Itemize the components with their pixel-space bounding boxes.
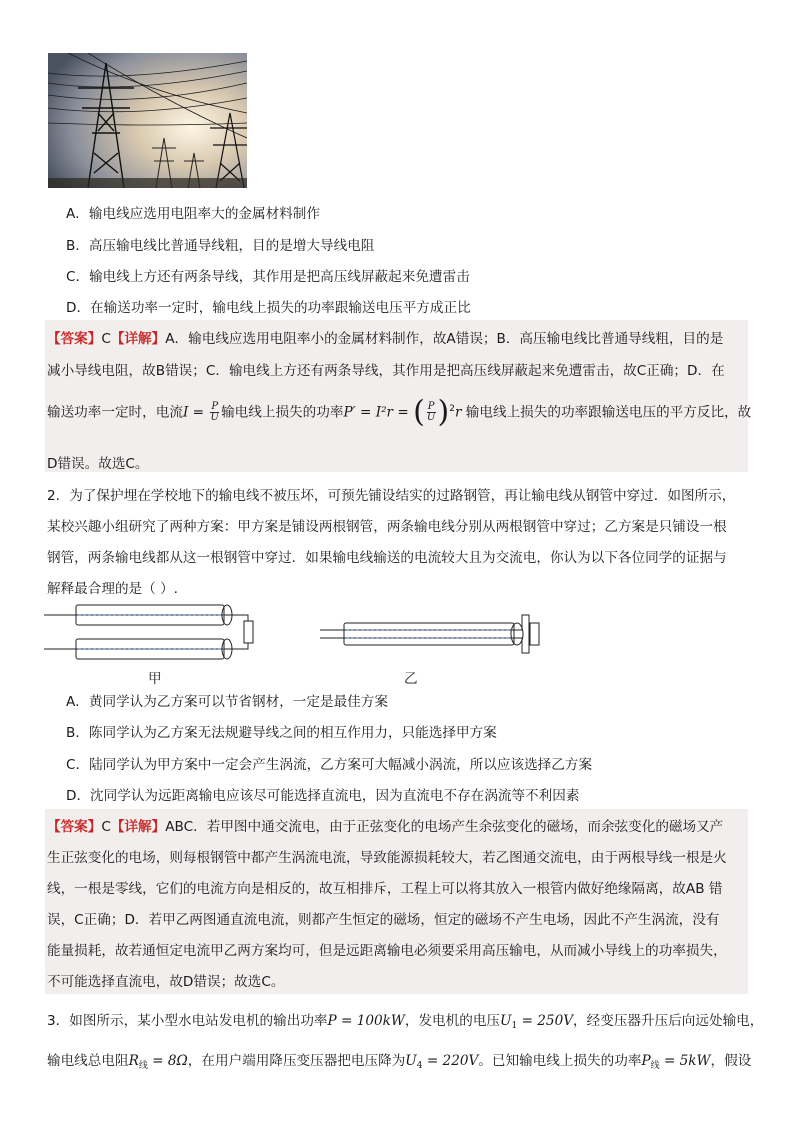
q1-answer-line-4: D错误。故选C。 bbox=[47, 456, 149, 472]
fraction-p-over-u: $\frac{P}{U}$ bbox=[210, 401, 219, 424]
answer-label: 【答案】 bbox=[47, 331, 102, 347]
figure-label-jia: 甲 bbox=[148, 671, 162, 687]
q2-stem-line-3: 钢管，两条输电线都从这一根钢管中穿过．如果输电线输送的电流较大且为交流电，你认为以下各位同学的证据与 bbox=[47, 550, 727, 566]
q1-option-c: C．输电线上方还有两条导线，其作用是把高压线屏蔽起来免遭雷击 bbox=[66, 269, 470, 285]
q2-answer-line-3: 线，一根是零线，它们的电流方向是相反的，故互相排斥，工程上可以将其放入一根管内做好绝缘隔离，故AB 错 bbox=[47, 881, 723, 897]
q1-answer-line-1: 【答案】C【详解】A．输电线应选用电阻率小的金属材料制作，故A错误；B．高压输电线比普通导线粗，目的是 bbox=[47, 331, 724, 347]
q2-answer-block bbox=[45, 809, 748, 994]
q1-option-d: D．在输送功率一定时，输电线上损失的功率跟输送电压平方成正比 bbox=[66, 300, 471, 316]
q2-option-b: B．陈同学认为乙方案无法规避导线之间的相互作用力，只能选择甲方案 bbox=[66, 725, 497, 741]
q1-option-a: A．输电线应选用电阻率大的金属材料制作 bbox=[66, 206, 320, 222]
answer-choice: C bbox=[101, 819, 111, 835]
q2-pipe-figure bbox=[44, 601, 544, 683]
detail-label: 【详解】 bbox=[110, 819, 166, 835]
power-lines-photo bbox=[48, 53, 247, 188]
detail-label: 【详解】 bbox=[110, 331, 166, 347]
q3-line-1: 3．如图所示，某小型水电站发电机的输出功率P = 100kW，发电机的电压$U_1 = 250V$，经变压器升压后向远处输电， bbox=[47, 1013, 764, 1031]
answer-label: 【答案】 bbox=[47, 819, 102, 835]
q2-stem-line-1: 2．为了保护埋在学校地下的输电线不被压坏，可预先铺设结实的过路钢管，再让输电线从钢管中穿过．如图所示， bbox=[47, 488, 736, 504]
q2-stem-line-4: 解释最合理的是（ ）. bbox=[47, 581, 178, 597]
q2-answer-line-6: 不可能选择直流电，故D错误；故选C。 bbox=[47, 974, 285, 990]
figure-label-yi: 乙 bbox=[404, 671, 418, 687]
q3-line-2: 输电线总电阻$R_线 = 8\Omega$，在用户端用降压变压器把电压降为$U_4 = 220V$。已知输电线上损失的功率$P_线 = 5kW$，假设 bbox=[47, 1053, 752, 1071]
answer-choice: C bbox=[101, 331, 111, 347]
q2-answer-line-5: 能量损耗，故若通恒定电流甲乙两方案均可，但是远距离输电必须要采用高压输电，从而减小导线上的功率损失， bbox=[47, 943, 727, 959]
q1-answer-line-2: 减小导线电阻，故B错误；C．输电线上方还有两条导线，其作用是把高压线屏蔽起来免遭雷击，故C正确；D．在 bbox=[47, 363, 725, 379]
q2-option-c: C．陆同学认为甲方案中一定会产生涡流，乙方案可大幅减小涡流，所以应该选择乙方案 bbox=[66, 757, 593, 773]
q2-option-a: A．黄同学认为乙方案可以节省钢材，一定是最佳方案 bbox=[66, 694, 388, 710]
q1-option-b: B．高压输电线比普通导线粗，目的是增大导线电阻 bbox=[66, 238, 375, 254]
q2-stem-line-2: 某校兴趣小组研究了两种方案：甲方案是铺设两根钢管，两条输电线分别从两根钢管中穿过；乙方案是只铺设一根 bbox=[47, 519, 727, 535]
q2-answer-line-2: 生正弦变化的电场，则每根钢管中都产生涡流电流，导致能源损耗较大，若乙图通交流电，由于两根导线一根是火 bbox=[47, 850, 727, 866]
q2-option-d: D．沈同学认为远距离输电应该尽可能选择直流电，因为直流电不存在涡流等不利因素 bbox=[66, 788, 580, 804]
q2-answer-line-4: 误，C正确；D．若甲乙两图通直流电流，则都产生恒定的磁场，恒定的磁场不产生电场，因此不产生涡流，没有 bbox=[47, 912, 720, 928]
q1-answer-line-3: 输送功率一定时，电流I = $\frac{P}{U}$ 输电线上损失的功率P′ = I²r = ( $\frac{P}{U}$ )$^2$r 输电线上损失的功率跟输送电压的平方反比，故 bbox=[47, 394, 752, 430]
q2-answer-line-1: 【答案】C【详解】ABC．若甲图中通交流电，由于正弦变化的电场产生余弦变化的磁场，而余弦变化的磁场又产 bbox=[47, 819, 724, 835]
